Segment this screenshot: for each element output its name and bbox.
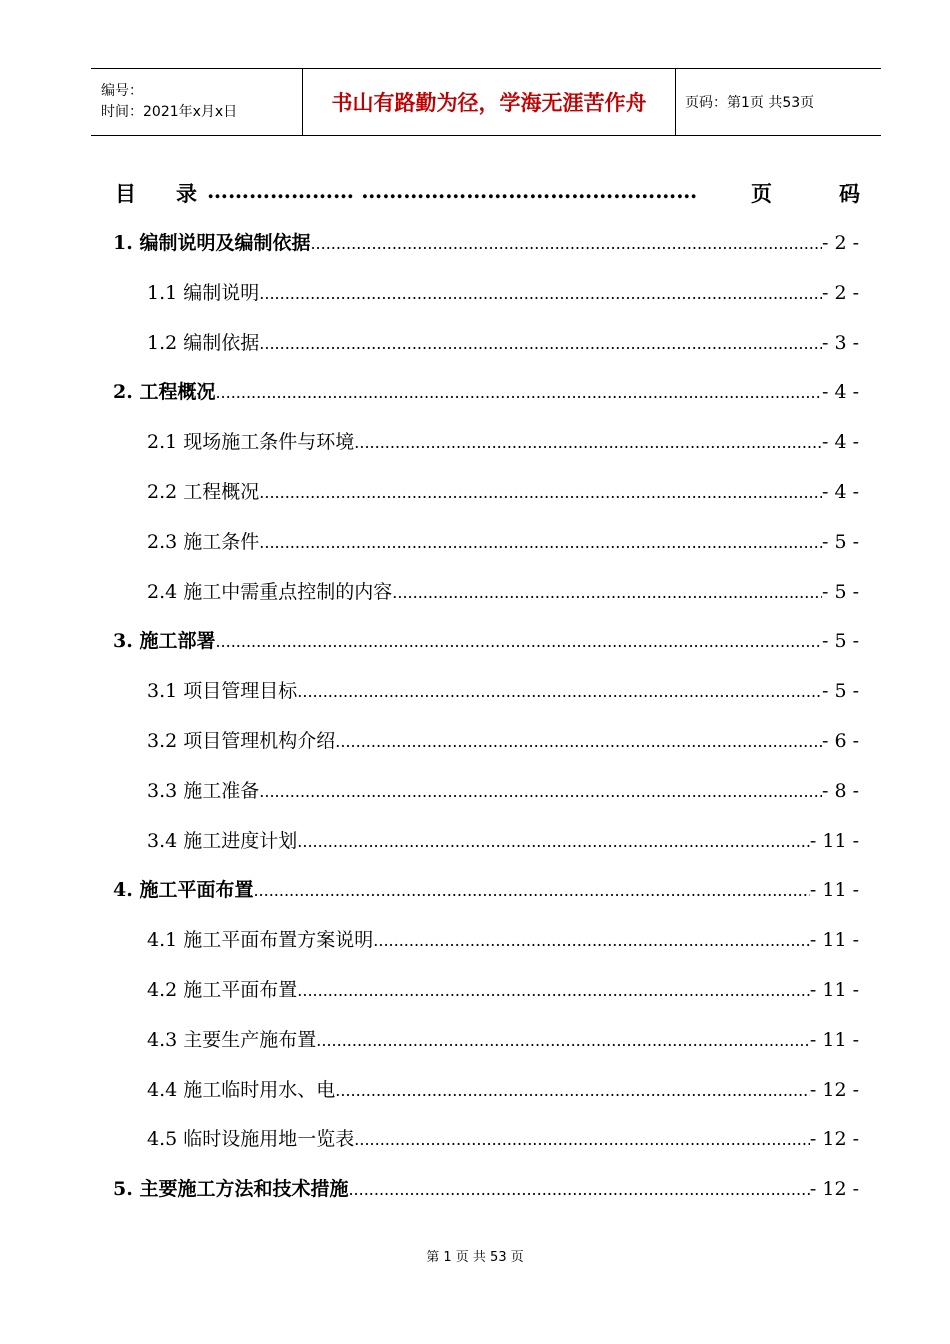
toc-entry-label: 2.2 工程概况 (147, 481, 260, 503)
toc-entry[interactable] (0, 726, 950, 756)
toc-entry-label: 2.3 施工条件 (147, 531, 260, 553)
page-header (91, 68, 881, 136)
toc-entry-leader (297, 981, 810, 1000)
toc-entry-label: 2.1 现场施工条件与环境 (147, 431, 355, 453)
toc-entry-label: 3.2 项目管理机构介绍 (147, 730, 336, 752)
toc-entry-label: 3. 施工部署 (113, 630, 216, 652)
toc-title-leader: ………………… ………………………………………… (207, 178, 698, 203)
toc-title (115, 178, 860, 210)
toc-entry[interactable] (0, 1124, 950, 1154)
toc-title-char-1: 目 (115, 181, 136, 206)
header-meta (91, 69, 303, 136)
toc-entry-label: 2. 工程概况 (113, 381, 216, 403)
toc-title-char-2: 录 (176, 181, 197, 206)
toc-entry-label: 5. 主要施工方法和技术措施 (113, 1178, 349, 1200)
toc-entry-page: - 6 - (821, 730, 859, 752)
toc-entry-page: - 5 - (821, 630, 859, 652)
toc-entry-page: - 12 - (809, 1079, 859, 1101)
toc-entry-label: 4. 施工平面布置 (113, 879, 254, 901)
toc-entry-leader (354, 1130, 810, 1149)
toc-entry-leader (316, 1031, 810, 1050)
toc-entry-leader (253, 881, 809, 900)
toc-entry-page: - 4 - (821, 381, 859, 403)
toc-entry-leader (310, 234, 822, 253)
header-time-label: 时间：2021年x月x日 (101, 104, 238, 120)
toc-entry-leader (335, 732, 822, 751)
toc-entry-leader (392, 583, 822, 602)
toc-entry-page: - 11 - (809, 879, 859, 901)
toc-entry-page: - 11 - (809, 929, 859, 951)
toc-entry-page: - 4 - (821, 431, 859, 453)
toc-entry-page: - 5 - (821, 581, 859, 603)
toc-entry-label: 4.2 施工平面布置 (147, 979, 298, 1001)
toc-entry-leader (259, 284, 822, 303)
toc-entry[interactable] (0, 925, 950, 955)
toc-entry-leader (373, 931, 810, 950)
toc-entry[interactable] (0, 477, 950, 507)
toc-entry[interactable] (0, 577, 950, 607)
toc-entry-label: 4.1 施工平面布置方案说明 (147, 929, 374, 951)
toc-entry-leader (259, 483, 822, 502)
toc-entry[interactable] (0, 1075, 950, 1105)
toc-entry-label: 4.4 施工临时用水、电 (147, 1079, 336, 1101)
toc-entry-page: - 4 - (821, 481, 859, 503)
toc-entry-leader (215, 383, 822, 402)
toc-entry-label: 1. 编制说明及编制依据 (113, 232, 311, 254)
toc-entry[interactable] (0, 676, 950, 706)
toc-entry-label: 1.2 编制依据 (147, 332, 260, 354)
toc-entry-label: 2.4 施工中需重点控制的内容 (147, 581, 393, 603)
toc-entry-leader (215, 632, 822, 651)
toc-entry[interactable] (0, 826, 950, 856)
toc-entry-page: - 11 - (809, 979, 859, 1001)
toc-entry-leader (259, 334, 822, 353)
header-page-info: 页码：第1页 共53页 (676, 69, 882, 136)
toc-entry[interactable] (0, 278, 950, 308)
toc-entry-leader (297, 832, 810, 851)
header-motto: 书山有路勤为径，学海无涯苦作舟 (303, 69, 676, 136)
page-footer: 第 1 页 共 53 页 (426, 1250, 524, 1265)
toc-entry[interactable] (0, 1174, 950, 1204)
toc-entry-page: - 2 - (821, 232, 859, 254)
toc-entry-leader (297, 682, 822, 701)
toc-entry[interactable] (0, 875, 950, 905)
toc-entry-leader (348, 1180, 809, 1199)
toc-entry-label: 3.3 施工准备 (147, 780, 260, 802)
toc-entry[interactable] (0, 527, 950, 557)
toc-entry-label: 1.1 编制说明 (147, 282, 260, 304)
toc-entry-label: 3.1 项目管理目标 (147, 680, 298, 702)
toc-entry-page: - 8 - (821, 780, 859, 802)
toc-entry-label: 4.3 主要生产施布置 (147, 1029, 317, 1051)
toc-entry-leader (354, 433, 822, 452)
toc-entry-page: - 12 - (809, 1178, 859, 1200)
toc-entry-leader (335, 1081, 810, 1100)
toc-entry-page: - 12 - (809, 1128, 859, 1150)
toc-title-page-char-1: 页 (751, 181, 772, 206)
toc-entry[interactable] (0, 328, 950, 358)
toc-entry-page: - 2 - (821, 282, 859, 304)
toc-entry-leader (259, 533, 822, 552)
toc-entry-label: 4.5 临时设施用地一览表 (147, 1128, 355, 1150)
toc-title-page-char-2: 码 (839, 181, 860, 206)
toc-entry-page: - 11 - (809, 830, 859, 852)
toc-entry[interactable] (0, 228, 950, 258)
toc-entry-page: - 5 - (821, 531, 859, 553)
header-number-label: 编号： (101, 83, 143, 99)
toc-entry-page: - 11 - (809, 1029, 859, 1051)
toc-entry[interactable] (0, 626, 950, 656)
toc-entry-label: 3.4 施工进度计划 (147, 830, 298, 852)
toc-entry-leader (259, 782, 822, 801)
toc-entry[interactable] (0, 427, 950, 457)
toc-entry-page: - 5 - (821, 680, 859, 702)
toc-entry[interactable] (0, 377, 950, 407)
toc-entry[interactable] (0, 776, 950, 806)
toc-entry[interactable] (0, 975, 950, 1005)
toc-entry[interactable] (0, 1025, 950, 1055)
toc-entry-page: - 3 - (821, 332, 859, 354)
